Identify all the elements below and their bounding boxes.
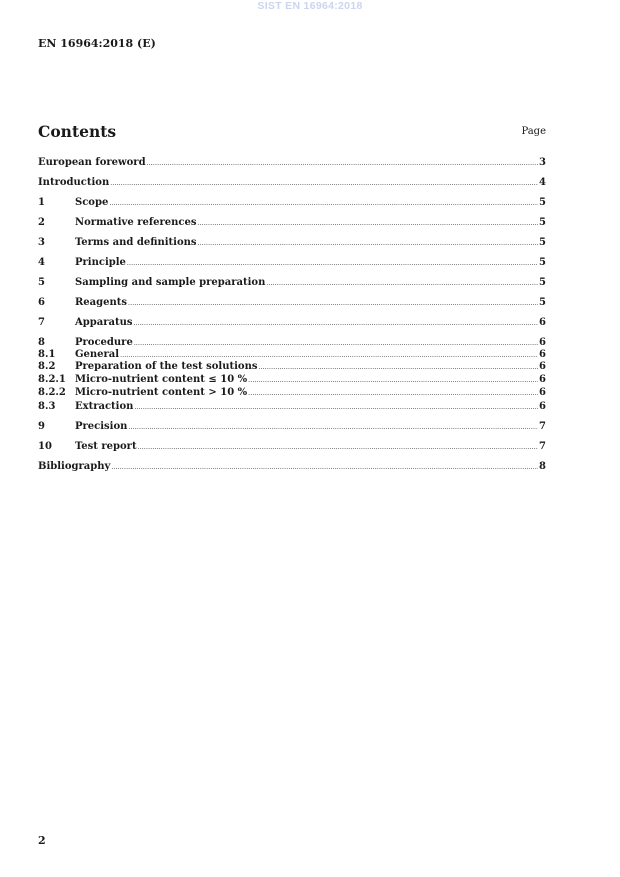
toc-entry-page: 5 [539, 217, 546, 228]
toc-entry[interactable] [38, 460, 546, 473]
toc-entry-title: Preparation of the test solutions [75, 361, 258, 372]
toc-entry-title: Micro-nutrient content > 10 % [75, 387, 248, 398]
toc-entry[interactable] [38, 386, 546, 399]
toc-leader-dots [248, 387, 538, 400]
toc-entry-page: 6 [539, 337, 546, 348]
toc-entry-title: Terms and definitions [75, 237, 197, 248]
toc-leader-dots [198, 217, 539, 230]
toc-entry[interactable] [38, 420, 546, 433]
toc-entry-page: 5 [539, 257, 546, 268]
toc-entry-page: 7 [539, 441, 546, 452]
toc-entry-page: 6 [539, 361, 546, 372]
toc-leader-dots [127, 257, 538, 270]
toc-entry-page: 6 [539, 387, 546, 398]
toc-entry-page: 6 [539, 317, 546, 328]
toc-entry[interactable] [38, 360, 546, 373]
toc-entry-title: Precision [75, 421, 128, 432]
toc-entry[interactable] [38, 236, 546, 249]
toc-entry-number: 4 [38, 257, 45, 268]
page-column-label: Page [521, 126, 546, 137]
contents-heading: Contents [38, 122, 117, 141]
toc-entry[interactable] [38, 316, 546, 329]
toc-leader-dots [128, 297, 538, 310]
toc-leader-dots [134, 401, 538, 414]
toc-entry-number: 3 [38, 237, 45, 248]
toc-leader-dots [198, 237, 539, 250]
toc-entry[interactable] [38, 373, 546, 386]
toc-entry-page: 8 [539, 461, 546, 472]
toc-entry-number: 5 [38, 277, 45, 288]
toc-entry-title: Scope [75, 197, 109, 208]
document-id: EN 16964:2018 (E) [38, 37, 156, 50]
watermark: SIST EN 16964:2018 [257, 0, 363, 12]
toc-leader-dots [128, 421, 538, 434]
toc-entry[interactable] [38, 256, 546, 269]
toc-entry-number: 7 [38, 317, 45, 328]
toc-entry-title: Extraction [75, 401, 134, 412]
toc-entry[interactable] [38, 296, 546, 309]
toc-entry-number: 8.3 [38, 401, 56, 412]
toc-leader-dots [266, 277, 538, 290]
toc-entry-title: General [75, 349, 120, 360]
toc-entry-page: 5 [539, 197, 546, 208]
toc-entry-page: 6 [539, 349, 546, 360]
toc-entry-title: Bibliography [38, 461, 111, 472]
toc-entry-number: 2 [38, 217, 45, 228]
toc-entry-page: 6 [539, 374, 546, 385]
page-number: 2 [38, 834, 46, 847]
toc-entry-title: Procedure [75, 337, 133, 348]
toc-entry-page: 5 [539, 277, 546, 288]
toc-entry-page: 6 [539, 401, 546, 412]
toc-entry[interactable] [38, 156, 546, 169]
toc-entry-number: 8 [38, 337, 45, 348]
toc-entry-number: 10 [38, 441, 52, 452]
toc-entry-title: Normative references [75, 217, 197, 228]
toc-leader-dots [134, 317, 539, 330]
toc-entry-title: Apparatus [75, 317, 133, 328]
toc-entry-number: 8.2.1 [38, 374, 66, 385]
toc-entry[interactable] [38, 216, 546, 229]
toc-entry-page: 7 [539, 421, 546, 432]
toc-entry-title: Micro-nutrient content ≤ 10 % [75, 374, 248, 385]
toc-entry-number: 6 [38, 297, 45, 308]
toc-entry-number: 8.2.2 [38, 387, 66, 398]
toc-entry-number: 1 [38, 197, 45, 208]
toc-leader-dots [138, 441, 538, 454]
toc-leader-dots [109, 197, 538, 210]
toc-entry[interactable] [38, 400, 546, 413]
toc-entry-page: 3 [539, 157, 546, 168]
toc-entry-title: Principle [75, 257, 126, 268]
toc-leader-dots [111, 461, 538, 474]
toc-entry[interactable] [38, 440, 546, 453]
toc-leader-dots [147, 157, 538, 170]
toc-leader-dots [110, 177, 538, 190]
toc-entry[interactable] [38, 176, 546, 189]
toc-entry-page: 5 [539, 297, 546, 308]
toc-entry-number: 9 [38, 421, 45, 432]
toc-entry-title: European foreword [38, 157, 146, 168]
toc-entry-page: 5 [539, 237, 546, 248]
toc-entry-title: Reagents [75, 297, 128, 308]
toc-entry[interactable] [38, 196, 546, 209]
toc-entry-title: Test report [75, 441, 137, 452]
toc-entry[interactable] [38, 276, 546, 289]
toc-entry-number: 8.1 [38, 349, 56, 360]
toc-entry-title: Sampling and sample preparation [75, 277, 266, 288]
toc-entry-title: Introduction [38, 177, 110, 188]
toc-entry-number: 8.2 [38, 361, 56, 372]
toc-entry-page: 4 [539, 177, 546, 188]
